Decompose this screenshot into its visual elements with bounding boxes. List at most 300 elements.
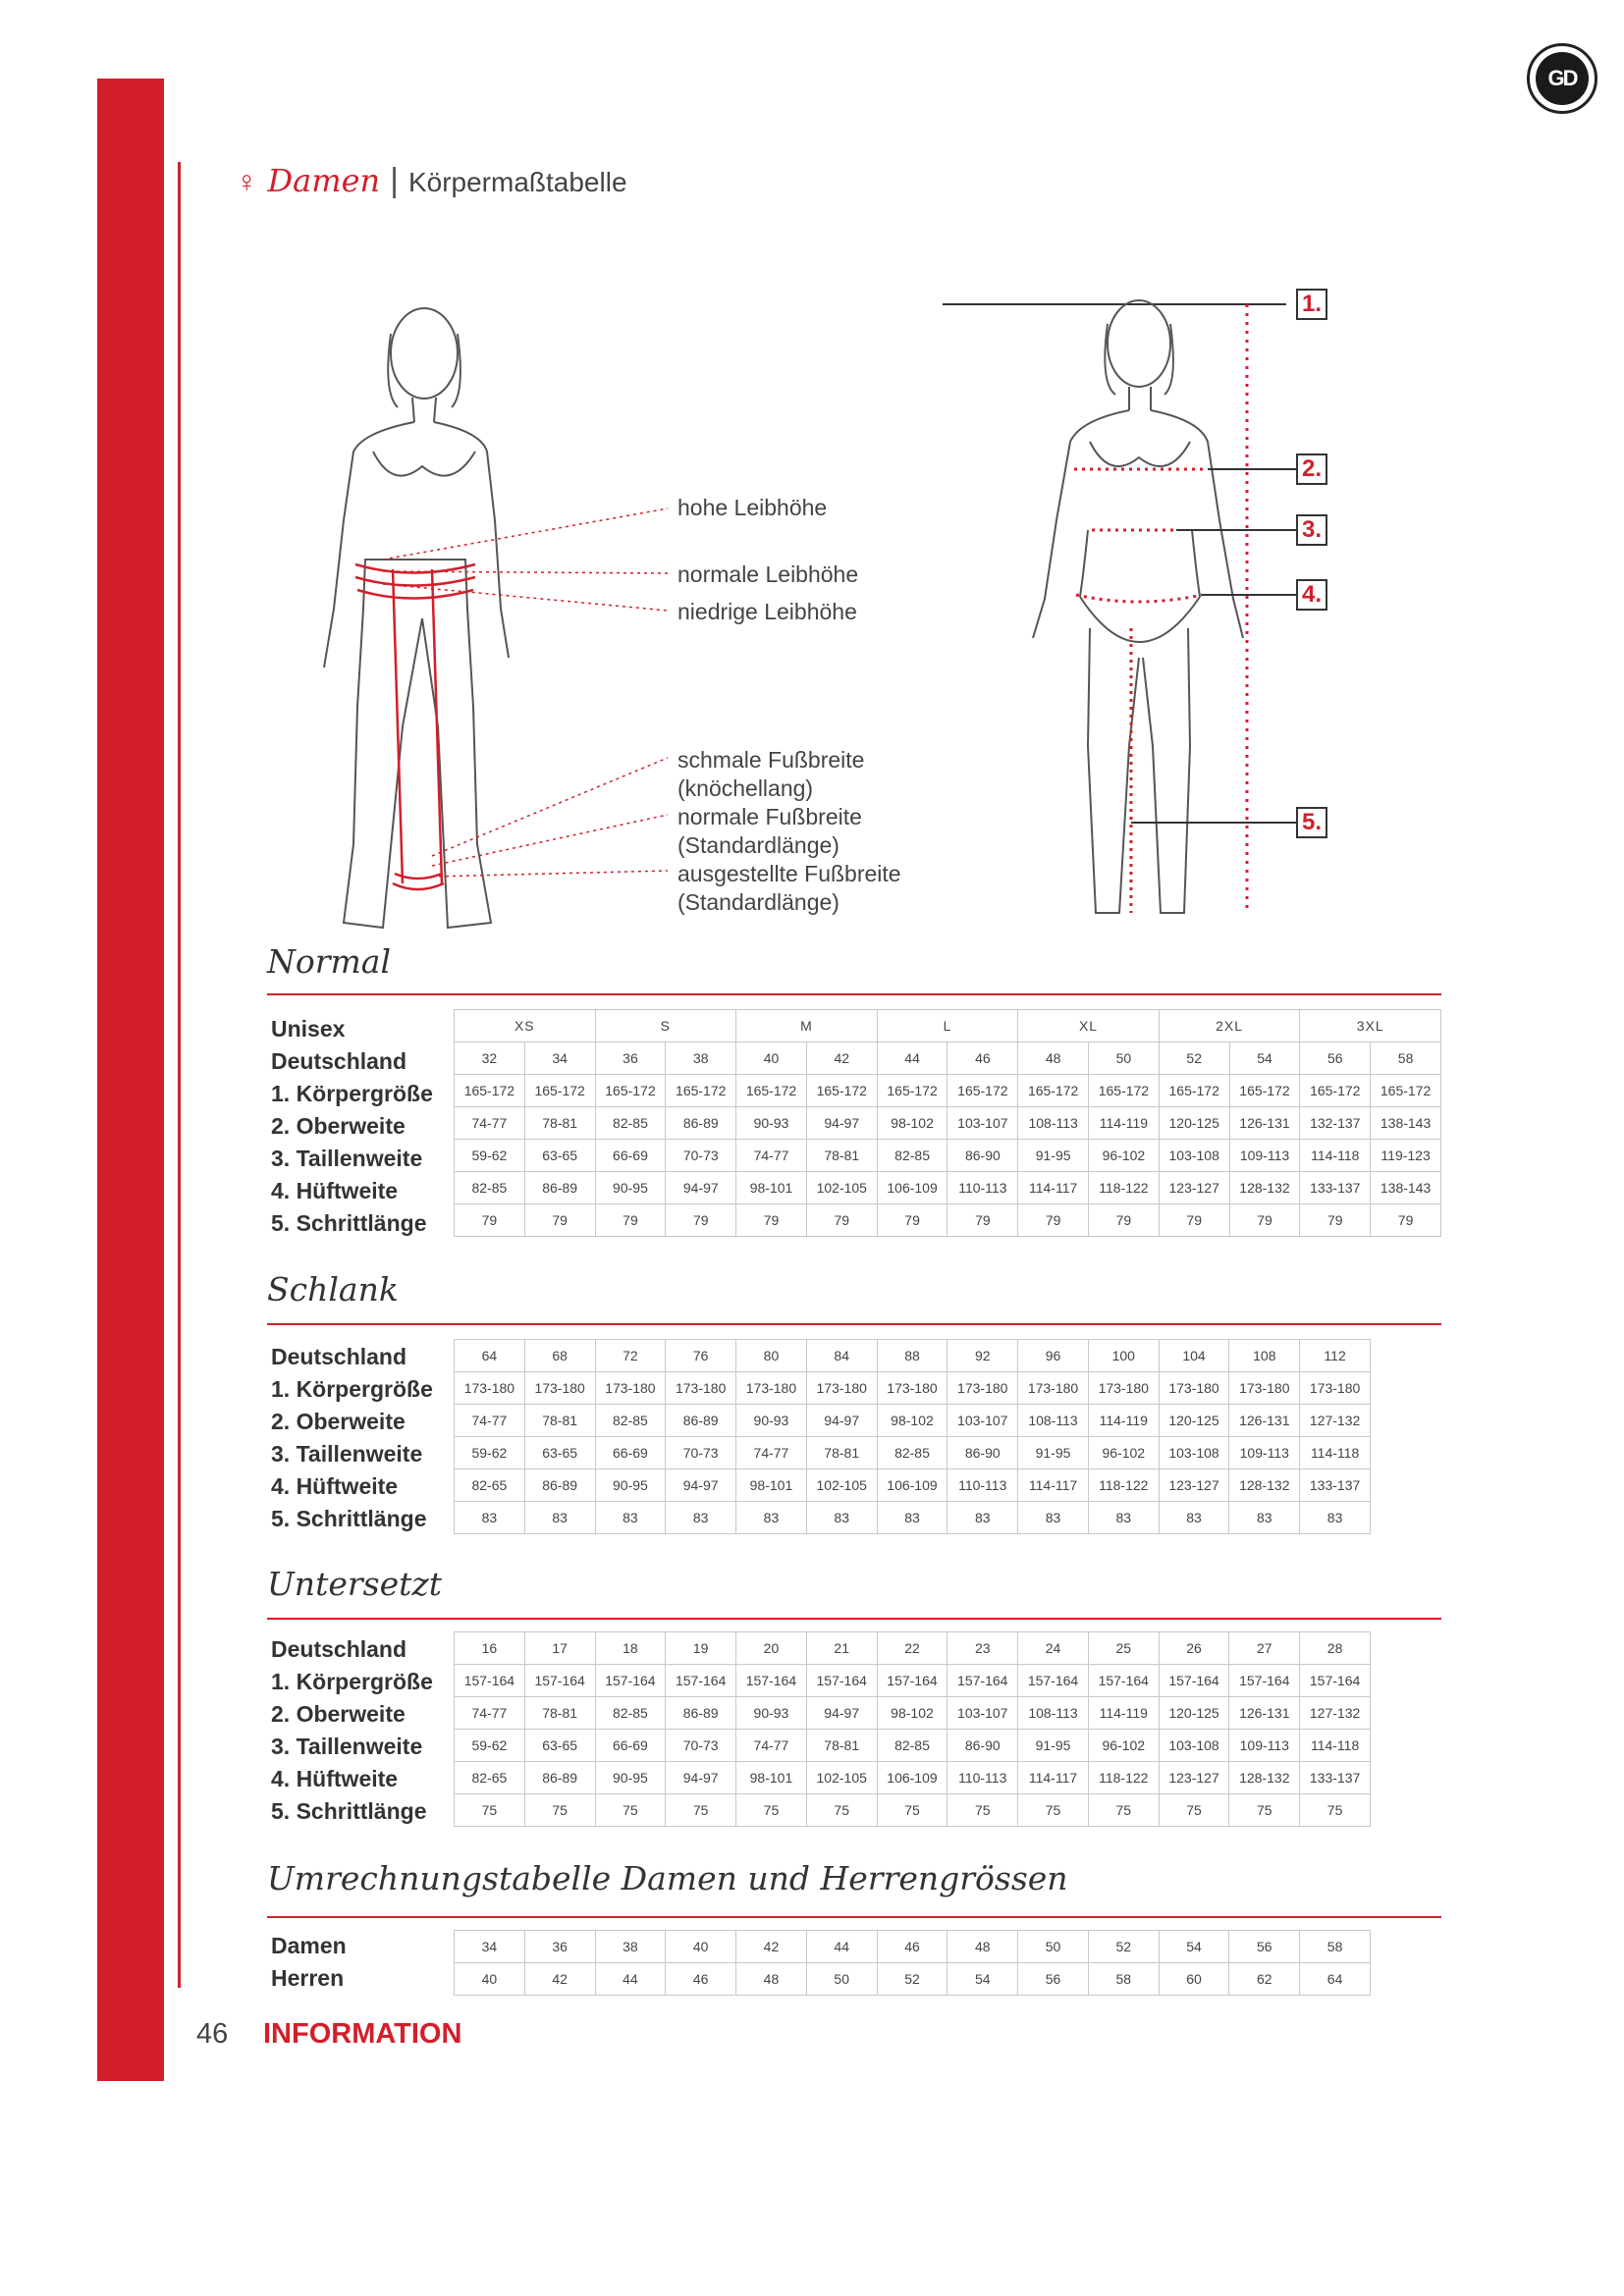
callout-flared-leg-note: (Standardlänge) (677, 889, 839, 915)
size-cell: 32 (455, 1042, 525, 1075)
measure-cell: 63-65 (524, 1437, 595, 1469)
measure-cell: 120-125 (1159, 1107, 1229, 1140)
measure-cell: 90-93 (736, 1697, 807, 1730)
measure-cell: 173-180 (455, 1372, 525, 1405)
size-cell: 22 (877, 1632, 947, 1665)
marker-1: 1. (1296, 289, 1327, 320)
measure-cell: 133-137 (1300, 1172, 1371, 1204)
herren-size-cell: 46 (666, 1963, 736, 1996)
measure-cell: 82-65 (455, 1469, 525, 1502)
herren-size-cell: 50 (806, 1963, 877, 1996)
measure-cell: 165-172 (1300, 1075, 1371, 1107)
measure-cell: 103-108 (1159, 1140, 1229, 1172)
damen-size-cell: 40 (666, 1931, 736, 1963)
measure-cell: 114-119 (1088, 1697, 1159, 1730)
callout-normal-leg: normale Fußbreite (677, 804, 862, 829)
measure-cell: 86-89 (666, 1405, 736, 1437)
measure-cell: 114-118 (1300, 1437, 1371, 1469)
measure-cell: 133-137 (1300, 1469, 1371, 1502)
measure-cell: 165-172 (1159, 1075, 1229, 1107)
measure-cell: 86-89 (524, 1762, 595, 1794)
measure-cell: 110-113 (947, 1762, 1018, 1794)
measure-cell: 157-164 (877, 1665, 947, 1697)
measure-cell: 94-97 (666, 1172, 736, 1204)
table-row-sizes (455, 1340, 1371, 1372)
size-cell: 54 (1229, 1042, 1300, 1075)
measure-cell: 94-97 (806, 1405, 877, 1437)
measure-cell: 66-69 (595, 1437, 666, 1469)
unisex-cell: XL (1018, 1010, 1160, 1042)
size-cell: 104 (1159, 1340, 1229, 1372)
measure-cell: 157-164 (947, 1665, 1018, 1697)
measure-cell: 94-97 (806, 1697, 877, 1730)
size-cell: 64 (455, 1340, 525, 1372)
measure-cell: 120-125 (1159, 1697, 1229, 1730)
marker-3: 3. (1296, 514, 1327, 546)
measure-cell: 114-118 (1300, 1730, 1371, 1762)
measure-cell: 79 (1089, 1204, 1160, 1237)
normal-row-labels (271, 1013, 433, 1240)
measure-cell: 82-85 (877, 1140, 947, 1172)
damen-size-cell: 36 (524, 1931, 595, 1963)
measure-cell: 123-127 (1159, 1762, 1229, 1794)
measure-cell: 94-97 (666, 1469, 736, 1502)
venus-icon: ♀ (236, 166, 258, 198)
herren-size-cell: 40 (455, 1963, 525, 1996)
size-cell: 25 (1088, 1632, 1159, 1665)
herren-size-cell: 60 (1159, 1963, 1229, 1996)
section-rule-normal (267, 993, 1441, 995)
size-cell: 68 (524, 1340, 595, 1372)
damen-size-cell: 42 (736, 1931, 807, 1963)
measure-cell: 108-113 (1018, 1107, 1089, 1140)
label-unisex: Unisex (271, 1016, 346, 1041)
measure-cell: 78-81 (524, 1107, 595, 1140)
measure-cell: 110-113 (947, 1172, 1018, 1204)
measure-cell: 83 (1229, 1502, 1300, 1534)
measure-cell: 75 (1300, 1794, 1371, 1827)
measure-cell: 66-69 (595, 1730, 666, 1762)
measure-cell: 173-180 (1018, 1372, 1089, 1405)
measure-cell: 86-90 (947, 1140, 1018, 1172)
measure-cell: 63-65 (524, 1730, 595, 1762)
measure-cell: 165-172 (877, 1075, 947, 1107)
unisex-cell: 3XL (1300, 1010, 1441, 1042)
measure-cell: 90-93 (736, 1107, 807, 1140)
callout-narrow-leg-note: (knöchellang) (677, 775, 814, 801)
label-schrittlaenge: 5. Schrittlänge (271, 1210, 427, 1236)
size-cell: 96 (1018, 1340, 1089, 1372)
herren-size-cell: 44 (595, 1963, 666, 1996)
measure-cell: 90-93 (736, 1405, 807, 1437)
callout-narrow-leg: schmale Fußbreite (677, 747, 865, 773)
size-cell: 16 (455, 1632, 525, 1665)
measure-cell: 102-105 (806, 1172, 877, 1204)
table-row-sizes (455, 1632, 1371, 1665)
herren-size-cell: 62 (1229, 1963, 1300, 1996)
herren-size-cell: 58 (1088, 1963, 1159, 1996)
measure-cell: 157-164 (1229, 1665, 1300, 1697)
size-cell: 21 (806, 1632, 877, 1665)
table-row (455, 1469, 1371, 1502)
measure-cell: 83 (1159, 1502, 1229, 1534)
label-taillenweite: 3. Taillenweite (271, 1146, 423, 1171)
measure-cell: 59-62 (455, 1730, 525, 1762)
measure-cell: 94-97 (666, 1762, 736, 1794)
damen-size-cell: 54 (1159, 1931, 1229, 1963)
herren-size-cell: 56 (1018, 1963, 1089, 1996)
measure-cell: 106-109 (877, 1762, 947, 1794)
measure-cell: 103-108 (1159, 1730, 1229, 1762)
measure-cell: 103-107 (947, 1107, 1018, 1140)
section-rule-untersetzt (267, 1618, 1441, 1620)
measure-cell: 96-102 (1088, 1437, 1159, 1469)
measure-cell: 165-172 (1371, 1075, 1441, 1107)
table-row (455, 1140, 1441, 1172)
herren-size-cell: 48 (736, 1963, 807, 1996)
measure-cell: 79 (736, 1204, 807, 1237)
callout-low-rise: niedrige Leibhöhe (677, 599, 857, 624)
measure-cell: 63-65 (524, 1140, 595, 1172)
measure-cell: 106-109 (877, 1172, 947, 1204)
label-oberweite: 2. Oberweite (271, 1701, 406, 1727)
measure-cell: 70-73 (666, 1730, 736, 1762)
measure-cell: 86-89 (666, 1697, 736, 1730)
normal-size-table (454, 1009, 1441, 1237)
damen-size-cell: 50 (1018, 1931, 1089, 1963)
measure-cell: 74-77 (736, 1140, 807, 1172)
figure-right-illustration (943, 285, 1355, 933)
label-koerpergroesse: 1. Körpergröße (271, 1669, 433, 1694)
callout-normal-rise: normale Leibhöhe (677, 561, 859, 587)
measure-cell: 75 (455, 1794, 525, 1827)
size-cell: 42 (806, 1042, 877, 1075)
logo-text: GD (1536, 52, 1589, 105)
damen-size-cell: 48 (947, 1931, 1018, 1963)
measure-cell: 157-164 (736, 1665, 807, 1697)
measure-cell: 79 (595, 1204, 666, 1237)
measure-cell: 90-95 (595, 1762, 666, 1794)
size-cell: 52 (1159, 1042, 1229, 1075)
measure-cell: 126-131 (1229, 1107, 1300, 1140)
measure-cell: 173-180 (1159, 1372, 1229, 1405)
label-oberweite: 2. Oberweite (271, 1409, 406, 1434)
measure-cell: 79 (524, 1204, 595, 1237)
measure-cell: 82-85 (877, 1730, 947, 1762)
measure-cell: 157-164 (1088, 1665, 1159, 1697)
section-title-untersetzt: Untersetzt (267, 1565, 443, 1603)
measure-cell: 102-105 (806, 1762, 877, 1794)
measure-cell: 103-107 (947, 1697, 1018, 1730)
size-cell: 100 (1088, 1340, 1159, 1372)
measure-cell: 66-69 (595, 1140, 666, 1172)
damen-size-cell: 44 (806, 1931, 877, 1963)
measure-cell: 78-81 (806, 1437, 877, 1469)
table-row (455, 1437, 1371, 1469)
table-row (455, 1730, 1371, 1762)
size-cell: 20 (736, 1632, 807, 1665)
label-taillenweite: 3. Taillenweite (271, 1441, 423, 1467)
measure-cell: 157-164 (1300, 1665, 1371, 1697)
measure-cell: 74-77 (455, 1107, 525, 1140)
size-cell: 76 (666, 1340, 736, 1372)
measure-cell: 110-113 (947, 1469, 1018, 1502)
marker-5: 5. (1296, 807, 1327, 838)
measure-cell: 165-172 (595, 1075, 666, 1107)
measure-cell: 86-89 (666, 1107, 736, 1140)
size-cell: 36 (595, 1042, 666, 1075)
measure-cell: 86-89 (524, 1469, 595, 1502)
measure-cell: 173-180 (806, 1372, 877, 1405)
schlank-row-labels (271, 1341, 433, 1535)
measure-cell: 79 (806, 1204, 877, 1237)
measure-cell: 120-125 (1159, 1405, 1229, 1437)
measure-cell: 103-108 (1159, 1437, 1229, 1469)
callout-normal-leg-note: (Standardlänge) (677, 832, 839, 858)
measure-cell: 98-101 (736, 1469, 807, 1502)
measure-cell: 82-85 (595, 1107, 666, 1140)
measure-cell: 109-113 (1229, 1730, 1300, 1762)
measure-cell: 128-132 (1229, 1469, 1300, 1502)
measure-cell: 138-143 (1371, 1107, 1441, 1140)
size-cell: 44 (877, 1042, 947, 1075)
measure-cell: 79 (1300, 1204, 1371, 1237)
measure-cell: 82-65 (455, 1762, 525, 1794)
schlank-size-table (454, 1339, 1371, 1534)
table-row (455, 1697, 1371, 1730)
label-hueftweite: 4. Hüftweite (271, 1766, 399, 1791)
label-koerpergroesse: 1. Körpergröße (271, 1376, 433, 1402)
unisex-cell: 2XL (1159, 1010, 1300, 1042)
measure-cell: 83 (1300, 1502, 1371, 1534)
measure-cell: 94-97 (806, 1107, 877, 1140)
umrechnung-table (454, 1930, 1371, 1996)
header-script-title: Damen (267, 162, 381, 199)
measure-cell: 79 (1018, 1204, 1089, 1237)
measure-cell: 133-137 (1300, 1762, 1371, 1794)
measure-cell: 91-95 (1018, 1437, 1089, 1469)
brand-logo (1527, 43, 1597, 114)
damen-size-cell: 34 (455, 1931, 525, 1963)
section-rule-umrechnung (267, 1916, 1441, 1918)
label-deutschland: Deutschland (271, 1636, 407, 1662)
size-cell: 40 (736, 1042, 807, 1075)
measure-cell: 98-102 (877, 1697, 947, 1730)
measure-cell: 79 (1371, 1204, 1441, 1237)
measure-cell: 75 (1159, 1794, 1229, 1827)
measure-cell: 173-180 (666, 1372, 736, 1405)
measure-cell: 103-107 (947, 1405, 1018, 1437)
measure-cell: 118-122 (1088, 1469, 1159, 1502)
measure-cell: 157-164 (524, 1665, 595, 1697)
measure-cell: 79 (666, 1204, 736, 1237)
measure-cell: 98-102 (877, 1107, 947, 1140)
measure-cell: 114-119 (1088, 1405, 1159, 1437)
herren-size-cell: 64 (1300, 1963, 1371, 1996)
measure-cell: 78-81 (524, 1405, 595, 1437)
unisex-cell: S (595, 1010, 736, 1042)
measure-cell: 114-117 (1018, 1172, 1089, 1204)
measure-cell: 75 (524, 1794, 595, 1827)
label-deutschland: Deutschland (271, 1344, 407, 1369)
measure-cell: 173-180 (877, 1372, 947, 1405)
measure-cell: 127-132 (1300, 1697, 1371, 1730)
measure-cell: 157-164 (1159, 1665, 1229, 1697)
damen-size-cell: 46 (877, 1931, 947, 1963)
measure-cell: 98-102 (877, 1405, 947, 1437)
measure-cell: 165-172 (524, 1075, 595, 1107)
measure-cell: 75 (806, 1794, 877, 1827)
measure-cell: 75 (877, 1794, 947, 1827)
measure-cell: 83 (806, 1502, 877, 1534)
measure-cell: 86-90 (947, 1437, 1018, 1469)
table-row-unisex (455, 1010, 1441, 1042)
section-title-umrechnung: Umrechnungstabelle Damen und Herrengrössen (267, 1859, 1068, 1897)
measure-cell: 70-73 (666, 1140, 736, 1172)
measure-cell: 126-131 (1229, 1697, 1300, 1730)
measure-cell: 75 (1088, 1794, 1159, 1827)
damen-size-cell: 38 (595, 1931, 666, 1963)
damen-size-cell: 52 (1088, 1931, 1159, 1963)
measure-cell: 102-105 (806, 1469, 877, 1502)
size-cell: 23 (947, 1632, 1018, 1665)
table-row (455, 1204, 1441, 1237)
measure-cell: 109-113 (1229, 1437, 1300, 1469)
measure-cell: 108-113 (1018, 1405, 1089, 1437)
measure-cell: 59-62 (455, 1437, 525, 1469)
size-cell: 72 (595, 1340, 666, 1372)
measure-cell: 165-172 (1089, 1075, 1160, 1107)
table-row (455, 1762, 1371, 1794)
measure-cell: 157-164 (666, 1665, 736, 1697)
table-row (455, 1107, 1441, 1140)
section-title-normal: Normal (267, 942, 392, 981)
measure-cell: 118-122 (1089, 1172, 1160, 1204)
size-cell: 88 (877, 1340, 947, 1372)
measure-cell: 114-117 (1018, 1762, 1089, 1794)
measure-cell: 132-137 (1300, 1107, 1371, 1140)
measure-cell: 79 (877, 1204, 947, 1237)
size-cell: 48 (1018, 1042, 1089, 1075)
size-cell: 46 (947, 1042, 1018, 1075)
measure-cell: 74-77 (455, 1405, 525, 1437)
measure-cell: 75 (947, 1794, 1018, 1827)
measure-cell: 86-89 (524, 1172, 595, 1204)
measure-cell: 91-95 (1018, 1140, 1089, 1172)
untersetzt-size-table (454, 1631, 1371, 1827)
measure-cell: 82-85 (595, 1697, 666, 1730)
measure-cell: 74-77 (455, 1697, 525, 1730)
size-cell: 19 (666, 1632, 736, 1665)
unisex-cell: XS (455, 1010, 596, 1042)
measure-cell: 90-95 (595, 1172, 666, 1204)
size-cell: 27 (1229, 1632, 1300, 1665)
measure-cell: 157-164 (455, 1665, 525, 1697)
measure-cell: 83 (524, 1502, 595, 1534)
measure-cell: 83 (877, 1502, 947, 1534)
untersetzt-row-labels (271, 1633, 433, 1828)
label-koerpergroesse: 1. Körpergröße (271, 1081, 433, 1106)
left-red-bar (97, 79, 164, 2081)
herren-size-cell: 52 (877, 1963, 947, 1996)
size-cell: 26 (1159, 1632, 1229, 1665)
measure-cell: 83 (1018, 1502, 1089, 1534)
label-hueftweite: 4. Hüftweite (271, 1473, 399, 1499)
label-taillenweite: 3. Taillenweite (271, 1734, 423, 1759)
marker-4: 4. (1296, 579, 1327, 611)
measure-cell: 173-180 (524, 1372, 595, 1405)
measure-cell: 86-90 (947, 1730, 1018, 1762)
measure-cell: 78-81 (806, 1730, 877, 1762)
measure-cell: 173-180 (1300, 1372, 1371, 1405)
measure-cell: 75 (595, 1794, 666, 1827)
damen-size-cell: 56 (1229, 1931, 1300, 1963)
measure-cell: 82-85 (455, 1172, 525, 1204)
measure-cell: 106-109 (877, 1469, 947, 1502)
table-row (455, 1405, 1371, 1437)
measure-cell: 157-164 (595, 1665, 666, 1697)
measure-cell: 165-172 (666, 1075, 736, 1107)
measure-cell: 114-119 (1089, 1107, 1160, 1140)
size-cell: 92 (947, 1340, 1018, 1372)
label-schrittlaenge: 5. Schrittlänge (271, 1798, 427, 1824)
size-cell: 38 (666, 1042, 736, 1075)
header-title: Körpermaßtabelle (407, 167, 627, 197)
unisex-cell: M (736, 1010, 878, 1042)
measure-cell: 108-113 (1018, 1697, 1089, 1730)
measure-cell: 79 (1159, 1204, 1229, 1237)
size-cell: 84 (806, 1340, 877, 1372)
measure-cell: 79 (1229, 1204, 1300, 1237)
measure-cell: 83 (595, 1502, 666, 1534)
header-separator: | (390, 162, 399, 199)
measure-cell: 74-77 (736, 1730, 807, 1762)
measure-cell: 123-127 (1159, 1172, 1229, 1204)
label-schrittlaenge: 5. Schrittlänge (271, 1506, 427, 1531)
measure-cell: 59-62 (455, 1140, 525, 1172)
measure-cell: 75 (1018, 1794, 1089, 1827)
measure-cell: 126-131 (1229, 1405, 1300, 1437)
size-cell: 17 (524, 1632, 595, 1665)
left-callout-lines (373, 491, 687, 903)
measure-cell: 98-101 (736, 1172, 807, 1204)
measure-cell: 119-123 (1371, 1140, 1441, 1172)
size-cell: 28 (1300, 1632, 1371, 1665)
size-cell: 80 (736, 1340, 807, 1372)
measure-cell: 165-172 (1018, 1075, 1089, 1107)
table-row-damen (455, 1931, 1371, 1963)
table-row (455, 1372, 1371, 1405)
label-hueftweite: 4. Hüftweite (271, 1178, 399, 1203)
measure-cell: 165-172 (947, 1075, 1018, 1107)
measure-cell: 173-180 (736, 1372, 807, 1405)
measure-cell: 114-117 (1018, 1469, 1089, 1502)
table-row-herren (455, 1963, 1371, 1996)
measure-cell: 96-102 (1089, 1140, 1160, 1172)
measure-cell: 79 (947, 1204, 1018, 1237)
measure-cell: 118-122 (1088, 1762, 1159, 1794)
measure-cell: 128-132 (1229, 1172, 1300, 1204)
label-deutschland: Deutschland (271, 1048, 407, 1074)
measure-cell: 128-132 (1229, 1762, 1300, 1794)
measure-cell: 75 (666, 1794, 736, 1827)
red-margin-line (178, 162, 181, 1988)
callout-high-rise: hohe Leibhöhe (677, 495, 828, 520)
size-cell: 24 (1018, 1632, 1089, 1665)
measure-cell: 83 (1088, 1502, 1159, 1534)
label-damen: Damen (271, 1933, 347, 1958)
section-rule-schlank (267, 1323, 1441, 1325)
